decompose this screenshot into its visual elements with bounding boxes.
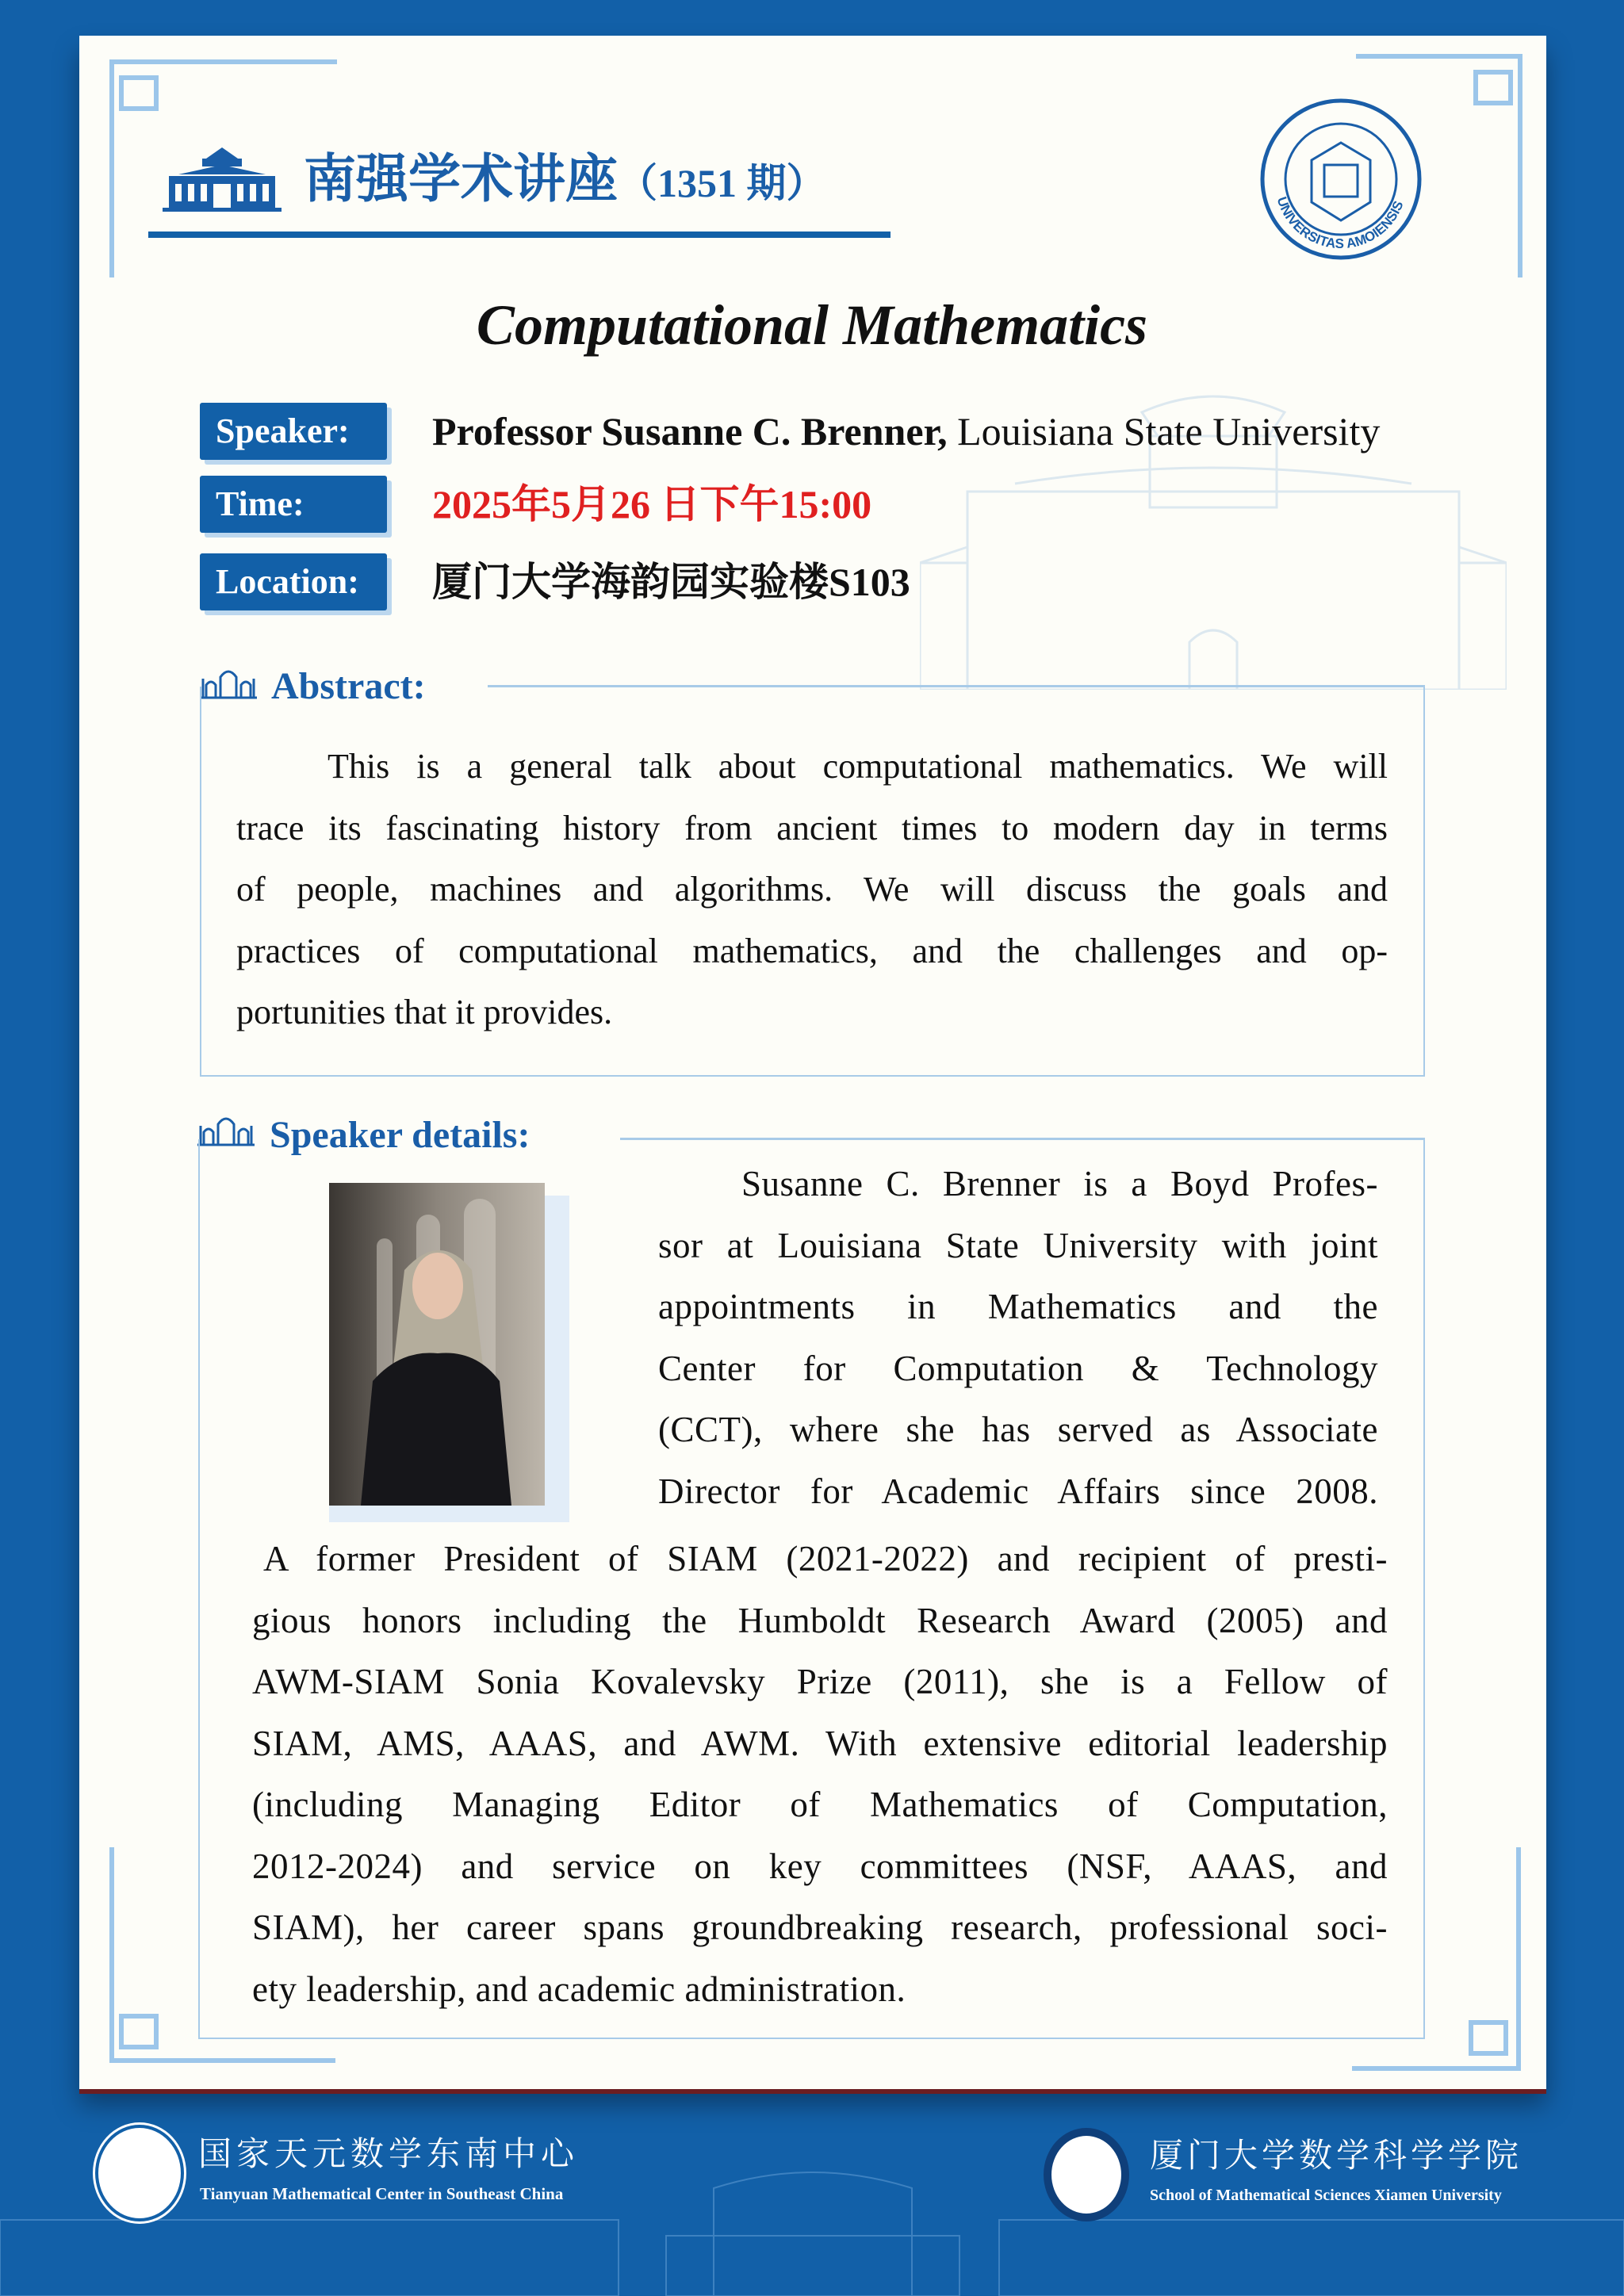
corner-ornament-bottom-right-bar <box>1352 2066 1521 2071</box>
corner-ornament-top-right <box>1518 54 1522 277</box>
abstract-line: trace its fascinating history from ancient times to modern day in terms <box>236 808 1388 848</box>
tianyuan-logo <box>95 2125 184 2221</box>
corner-knot-icon <box>1473 70 1513 105</box>
bio-line: SIAM, AMS, AAAS, and AWM. With extensive editorial leadership <box>252 1723 1388 1763</box>
time-value: 2025年5月26 日下午15:00 <box>432 482 872 526</box>
bio-line: Center for Computation & Technology <box>658 1348 1378 1388</box>
xiamen-university-seal <box>1259 95 1423 263</box>
bio-line: Susanne C. Brenner is a Boyd Profes- <box>741 1164 1378 1203</box>
abstract-line: portunities that it provides. <box>236 993 613 1031</box>
location-label: Location: <box>200 553 387 610</box>
speaker-name: Professor Susanne C. Brenner, <box>432 409 948 453</box>
bio-line: ety leadership, and academic administration. <box>252 1969 906 2009</box>
corner-ornament-top-right-bar <box>1356 54 1522 59</box>
school-name-cn: 厦门大学数学科学学院 <box>1150 2138 1523 2175</box>
building-logo-icon <box>163 144 282 212</box>
series-title <box>304 144 826 219</box>
school-logo <box>1044 2128 1129 2221</box>
bio-line: (CCT), where she has served as Associate <box>658 1410 1378 1449</box>
corner-ornament-top-left <box>109 59 114 277</box>
abstract-line: practices of computational mathematics, and the challenges and op- <box>236 931 1388 970</box>
corner-knot-icon <box>1469 2020 1508 2056</box>
abstract-text <box>236 736 1388 1043</box>
bio-line: sor at Louisiana State University with joint <box>658 1225 1378 1265</box>
speaker-affiliation: Louisiana State University <box>947 409 1381 453</box>
speaker-photo <box>329 1183 545 1506</box>
bio-line: SIAM), her career spans groundbreaking research, professional soci- <box>252 1908 1388 1947</box>
speaker-details-heading: Speaker details: <box>270 1114 530 1156</box>
bio-line: appointments in Mathematics and the <box>658 1287 1378 1326</box>
talk-title: Computational Mathematics <box>476 293 1148 357</box>
speaker-label: Speaker: <box>200 403 387 460</box>
series-name: 南强学术讲座 <box>304 151 618 209</box>
speaker-bio-full <box>252 1529 1388 2020</box>
corner-knot-icon <box>119 2014 159 2049</box>
tianyuan-name-en: Tianyuan Mathematical Center in Southeast China <box>200 2184 564 2203</box>
school-name-en: School of Mathematical Sciences Xiamen University <box>1150 2187 1502 2204</box>
bio-line: AWM-SIAM Sonia Kovalevsky Prize (2011), she is a Fellow of <box>252 1662 1388 1701</box>
abstract-line: This is a general talk about computational mathematics. We will <box>327 747 1388 786</box>
speaker-value <box>432 403 1380 460</box>
bio-line: 2012-2024) and service on key committees (NSF, AAAS, and <box>252 1846 1388 1886</box>
bio-line: Director for Academic Affairs since 2008. <box>658 1471 1378 1511</box>
abstract-line: of people, machines and algorithms. We will discuss the goals and <box>236 870 1388 909</box>
speaker-bio-side <box>658 1154 1378 1522</box>
bio-line: A former President of SIAM (2021-2022) and recipient of presti- <box>263 1539 1388 1578</box>
corner-ornament-bottom-left <box>109 1847 114 2063</box>
corner-ornament-top-left-bar <box>109 59 337 64</box>
tianyuan-name-cn: 国家天元数学东南中心 <box>198 2137 580 2173</box>
bio-line: (including Managing Editor of Mathematics of Computation, <box>252 1785 1388 1824</box>
corner-knot-icon <box>119 75 159 111</box>
corner-ornament-bottom-left-bar <box>109 2058 335 2063</box>
svg-text:UNIVERSITAS AMOIENSIS: UNIVERSITAS AMOIENSIS <box>1274 194 1407 252</box>
time-label: Time: <box>200 476 387 533</box>
location-value: 厦门大学海韵园实验楼S103 <box>432 560 910 604</box>
corner-ornament-bottom-right <box>1516 1847 1521 2071</box>
abstract-heading: Abstract: <box>271 665 426 707</box>
header-underline <box>148 232 891 238</box>
issue-number: （1351 期） <box>618 161 826 205</box>
bio-line: gious honors including the Humboldt Research Award (2005) and <box>252 1600 1388 1640</box>
